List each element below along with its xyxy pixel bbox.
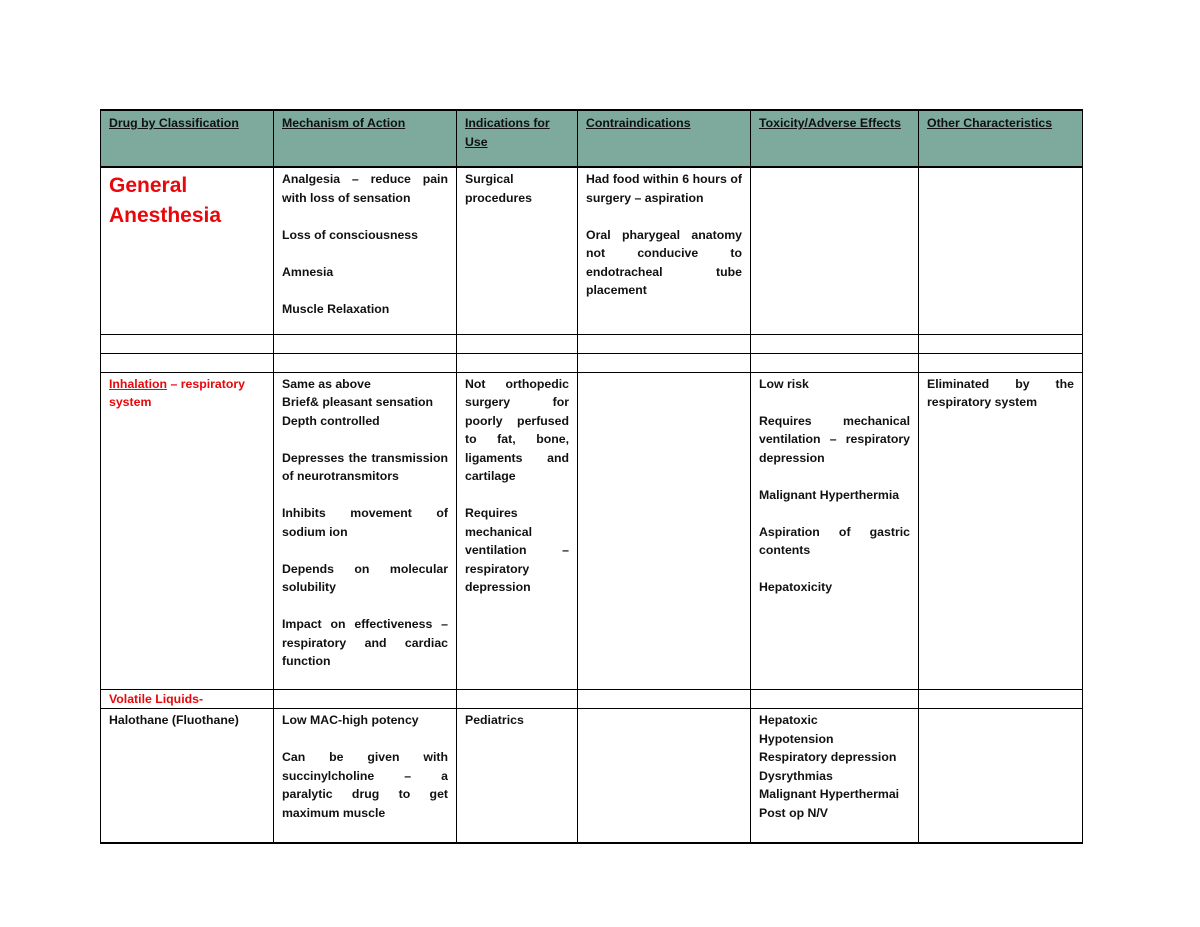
halothane-mechanism-cell — [282, 711, 448, 842]
mechanism-item: Inhibits movement of sodium ion — [282, 506, 448, 539]
table-row-inhalation — [101, 372, 1083, 689]
mechanism-item: Amnesia — [282, 264, 334, 279]
mechanism-item: Depresses the transmission of neurotransmitors — [282, 450, 448, 483]
toxicity-item: Dysrythmias — [759, 768, 833, 783]
mechanism-item: Muscle Relaxation — [282, 301, 390, 316]
table-row-halothane — [101, 709, 1083, 844]
toxicity-item: Post op N/V — [759, 805, 829, 820]
table-row-blank — [101, 353, 1083, 372]
mechanism-item: Depth controlled — [282, 413, 380, 428]
indication-item: Not orthopedic surgery for poorly perfused to fat, bone, ligaments and cartilage — [465, 376, 569, 483]
general-contraindications-cell — [578, 167, 751, 334]
header-drug-by-classification: Drug by Classification — [101, 110, 274, 167]
table-row-volatile-liquids — [101, 689, 1083, 709]
drug-table — [100, 109, 1083, 844]
volatile-liquids-label: Volatile Liquids- — [109, 691, 204, 706]
table-row-general-anesthesia — [101, 167, 1083, 334]
toxicity-item: Respiratory depression — [759, 750, 897, 764]
general-indications: Surgical procedures — [465, 172, 532, 205]
mechanism-item: Low MAC-high potency — [282, 713, 419, 727]
toxicity-item: Hepatoxicity — [759, 580, 833, 594]
mechanism-item: Impact on effectiveness – respiratory and cardiac function — [282, 617, 448, 668]
header-row — [101, 110, 1083, 167]
header-contraindications: Contraindications — [578, 110, 751, 167]
inhalation-other: Eliminated by the respiratory system — [927, 376, 1074, 409]
mechanism-item: Analgesia – reduce pain with loss of sensation — [282, 172, 448, 205]
halothane-toxicity-cell — [751, 709, 919, 844]
inhalation-name: Inhalation — [109, 376, 168, 391]
mechanism-item: Brief& pleasant sensation — [282, 395, 434, 409]
contraindication-item: Had food within 6 hours of surgery – aspiration — [586, 172, 742, 205]
halothane-indications: Pediatrics — [465, 713, 524, 727]
toxicity-item: Hypotension — [759, 731, 834, 746]
header-indications-for-use: Indications for Use — [457, 110, 578, 167]
general-anesthesia-title: General Anesthesia — [109, 174, 222, 227]
mechanism-item: Can be given with succinylcholine – a paralytic drug to get maximum muscle — [282, 750, 448, 820]
halothane-name: Halothane (Fluothane) — [109, 713, 239, 727]
toxicity-item: Malignant Hyperthermia — [759, 487, 900, 502]
toxicity-item: Hepatoxic — [759, 713, 818, 727]
inhalation-toxicity-cell — [751, 372, 919, 689]
header-other-characteristics: Other Characteristics — [919, 110, 1083, 167]
mechanism-item: Depends on molecular solubility — [282, 561, 448, 594]
header-mechanism-of-action: Mechanism of Action — [274, 110, 457, 167]
general-mechanism-cell — [274, 167, 457, 334]
table-row-blank — [101, 334, 1083, 353]
contraindication-item: Oral pharygeal anatomy not conducive to endotracheal tube placement — [586, 227, 742, 297]
mechanism-item: Loss of consciousness — [282, 227, 418, 242]
inhalation-mechanism-cell — [274, 372, 457, 689]
toxicity-item: Requires mechanical ventilation – respiratory depression — [759, 413, 910, 465]
toxicity-item: Low risk — [759, 376, 809, 391]
inhalation-indications-cell — [457, 372, 578, 689]
inhalation-name-suffix: – respiratory system — [109, 376, 245, 409]
toxicity-item: Malignant Hyperthermai — [759, 787, 900, 801]
toxicity-item: Aspiration of gastric contents — [759, 524, 910, 557]
mechanism-item: Same as above — [282, 376, 371, 391]
indication-item: Requires mechanical ventilation – respiratory depression — [465, 506, 569, 594]
header-toxicity-adverse-effects: Toxicity/Adverse Effects — [751, 110, 919, 167]
